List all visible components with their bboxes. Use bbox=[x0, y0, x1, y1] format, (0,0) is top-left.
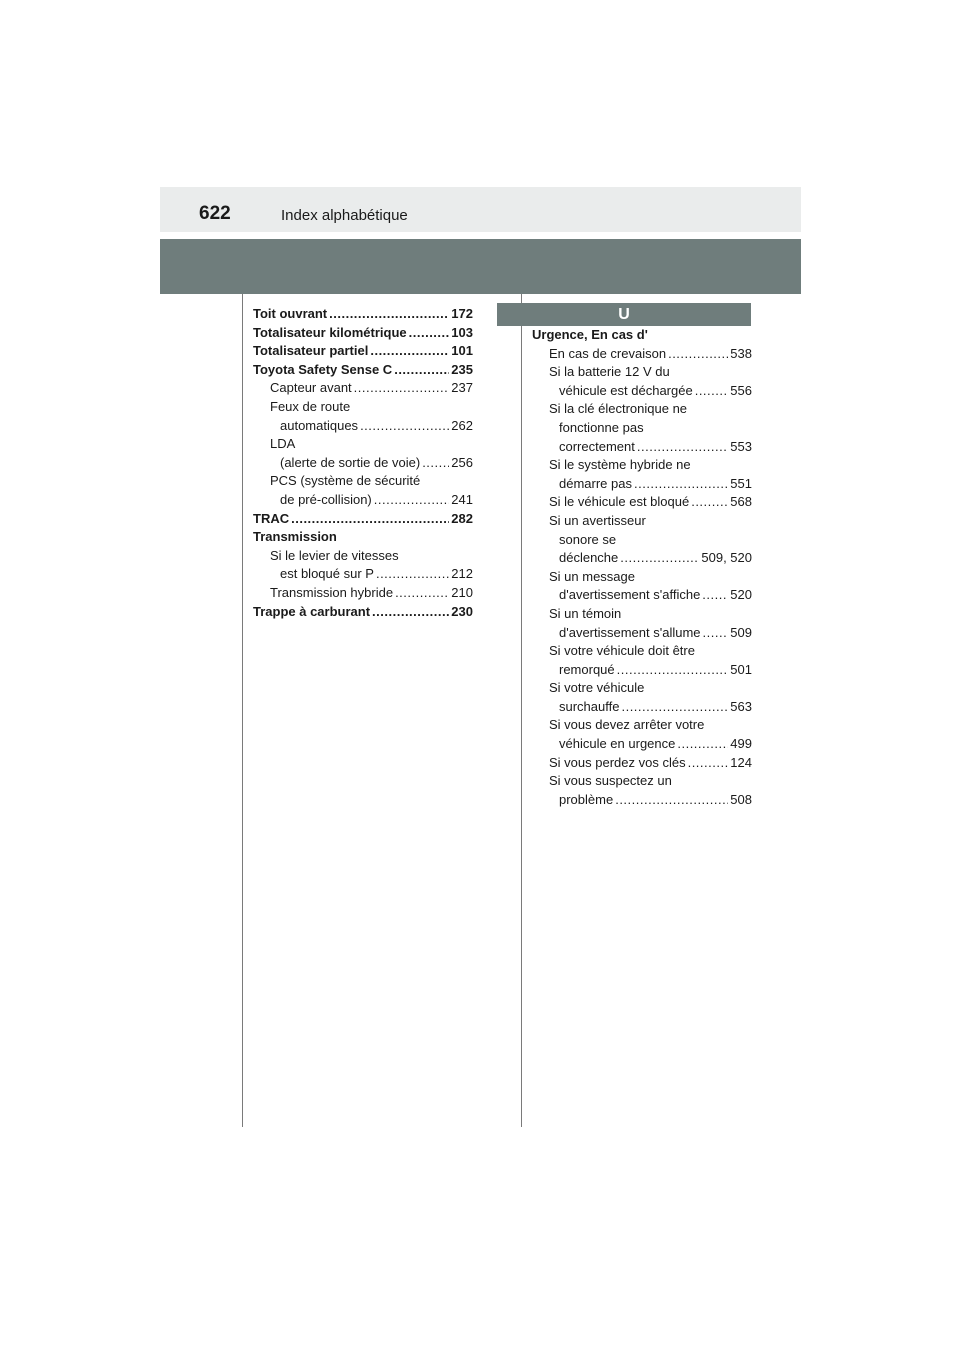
entry-line bbox=[549, 624, 752, 643]
middle-column-rule bbox=[521, 294, 522, 1127]
entry-label: (alerte de sortie de voie) bbox=[280, 454, 421, 470]
index-subentry bbox=[253, 547, 473, 584]
entry-line bbox=[253, 342, 473, 361]
entry-label: Trappe à carburant bbox=[253, 603, 371, 619]
page-reference: 230 bbox=[451, 603, 473, 619]
left-column-rule bbox=[242, 294, 243, 1127]
page-reference: 124 bbox=[730, 754, 752, 770]
index-subentry bbox=[253, 472, 473, 509]
entry-label-line: LDA bbox=[270, 436, 296, 452]
dot-leader bbox=[374, 491, 450, 510]
page-reference: 256 bbox=[451, 454, 473, 470]
entry-line bbox=[549, 586, 752, 605]
dot-leader bbox=[354, 379, 450, 398]
section-letter-header: U bbox=[497, 303, 751, 326]
entry-line bbox=[253, 361, 473, 380]
entry-label-line: Si un message bbox=[549, 568, 635, 584]
entry-label: d'avertissement s'affiche bbox=[559, 587, 701, 603]
page-reference: 101 bbox=[451, 343, 473, 359]
entry-line bbox=[253, 603, 473, 622]
entry-line bbox=[549, 661, 752, 680]
index-subentry bbox=[532, 772, 752, 809]
entry-line bbox=[549, 791, 752, 810]
entry-label: Capteur avant bbox=[270, 380, 352, 396]
entry-label: surchauffe bbox=[559, 698, 620, 714]
index-entry bbox=[253, 305, 473, 324]
page-reference: 563 bbox=[730, 698, 752, 714]
entry-label-line: PCS (système de sécurité bbox=[270, 473, 421, 489]
dot-leader bbox=[409, 324, 450, 343]
page-reference: 172 bbox=[451, 306, 473, 321]
page-reference: 568 bbox=[730, 494, 752, 510]
page-reference: 499 bbox=[730, 736, 752, 752]
index-entry bbox=[253, 361, 473, 380]
entry-label: est bloqué sur P bbox=[280, 566, 374, 582]
index-subentry bbox=[532, 493, 752, 512]
entry-line bbox=[549, 698, 752, 717]
entry-label: déclenche bbox=[559, 550, 619, 566]
dot-leader bbox=[376, 565, 449, 584]
index-entry bbox=[253, 603, 473, 622]
entry-line bbox=[549, 475, 752, 494]
entry-label: Transmission bbox=[253, 529, 337, 545]
index-subentry bbox=[532, 345, 752, 364]
entry-line bbox=[253, 324, 473, 343]
entry-label: problème bbox=[559, 791, 614, 807]
dot-leader bbox=[637, 438, 728, 457]
index-subentry bbox=[532, 568, 752, 605]
page-reference: 241 bbox=[451, 491, 473, 507]
entry-label-line: sonore se bbox=[559, 531, 617, 547]
dot-leader bbox=[360, 417, 449, 436]
page-reference: 509 bbox=[730, 624, 752, 640]
page-reference: 262 bbox=[451, 417, 473, 433]
entry-label-line: fonctionne pas bbox=[559, 419, 644, 435]
entry-line bbox=[549, 754, 752, 773]
dot-leader bbox=[677, 735, 728, 754]
dot-leader bbox=[422, 454, 449, 473]
dot-leader bbox=[372, 603, 449, 622]
entry-line bbox=[549, 735, 752, 754]
header-bar bbox=[160, 187, 801, 232]
entry-label-line: Si votre véhicule doit être bbox=[549, 643, 695, 659]
entry-label-line: Si le système hybride ne bbox=[549, 457, 691, 473]
index-subentry bbox=[253, 584, 473, 603]
entry-label: En cas de crevaison bbox=[549, 345, 667, 361]
page-reference: 508 bbox=[730, 791, 752, 807]
index-subentry bbox=[253, 398, 473, 435]
entry-label: de pré-collision) bbox=[280, 491, 372, 507]
entry-line bbox=[270, 417, 473, 436]
entry-label: d'avertissement s'allume bbox=[559, 624, 701, 640]
index-subentry bbox=[253, 379, 473, 398]
index-subentry bbox=[253, 435, 473, 472]
entry-line bbox=[270, 491, 473, 510]
entry-label: Si vous perdez vos clés bbox=[549, 754, 686, 770]
page-reference: 282 bbox=[451, 510, 473, 526]
page-reference: 551 bbox=[730, 475, 752, 491]
entry-line bbox=[549, 549, 752, 568]
index-entry bbox=[253, 510, 473, 529]
entry-label: Transmission hybride bbox=[270, 584, 394, 600]
dot-leader bbox=[691, 493, 728, 512]
page-reference: 538 bbox=[730, 345, 752, 361]
entry-label-line: Si un témoin bbox=[549, 605, 622, 621]
entry-label-line: Si le levier de vitesses bbox=[270, 547, 399, 563]
dot-leader bbox=[617, 661, 729, 680]
dot-leader bbox=[668, 345, 728, 364]
dot-leader bbox=[291, 510, 449, 529]
index-entry bbox=[253, 342, 473, 361]
entry-label-line: Si la clé électronique ne bbox=[549, 401, 688, 417]
dot-leader bbox=[395, 584, 449, 603]
index-subentry bbox=[532, 400, 752, 456]
dot-leader bbox=[695, 382, 729, 401]
page-reference: 553 bbox=[730, 438, 752, 454]
entry-line bbox=[270, 379, 473, 398]
entry-line bbox=[549, 438, 752, 457]
page-reference: 103 bbox=[451, 324, 473, 340]
index-entry bbox=[532, 326, 752, 345]
dot-leader bbox=[703, 624, 729, 643]
dot-leader bbox=[329, 305, 449, 324]
page-reference: 520 bbox=[730, 587, 752, 603]
entry-label-line: Si vous suspectez un bbox=[549, 773, 672, 789]
index-subentry bbox=[532, 754, 752, 773]
dot-leader bbox=[702, 586, 728, 605]
index-subentry bbox=[532, 716, 752, 753]
entry-label-line: Si votre véhicule bbox=[549, 680, 645, 696]
entry-label: Totalisateur kilométrique bbox=[253, 324, 407, 340]
dot-leader bbox=[634, 475, 728, 494]
entry-label: véhicule en urgence bbox=[559, 736, 676, 752]
page-reference: 509, 520 bbox=[701, 550, 752, 566]
index-subentry bbox=[532, 679, 752, 716]
dot-leader bbox=[620, 549, 699, 568]
page-reference: 212 bbox=[451, 566, 473, 582]
index-entry bbox=[253, 324, 473, 343]
entry-label: Toyota Safety Sense C bbox=[253, 361, 393, 377]
dot-leader bbox=[688, 754, 729, 773]
entry-label: remorqué bbox=[559, 661, 615, 677]
page-reference: 556 bbox=[730, 382, 752, 398]
entry-line bbox=[270, 584, 473, 603]
page-reference: 237 bbox=[451, 380, 473, 396]
entry-label: Toit ouvrant bbox=[253, 306, 328, 321]
entry-label: Si le véhicule est bloqué bbox=[549, 494, 690, 510]
entry-label-line: Si un avertisseur bbox=[549, 512, 646, 528]
dot-leader bbox=[621, 698, 728, 717]
index-subentry bbox=[532, 456, 752, 493]
index-subentry bbox=[532, 605, 752, 642]
entry-label: véhicule est déchargée bbox=[559, 382, 693, 398]
entry-line bbox=[270, 454, 473, 473]
entry-label-line: Si vous devez arrêter votre bbox=[549, 717, 705, 733]
page-title: Index alphabétique bbox=[281, 207, 408, 224]
dot-leader bbox=[370, 342, 449, 361]
dot-leader bbox=[394, 361, 449, 380]
index-subentry bbox=[532, 363, 752, 400]
entry-label-line: Feux de route bbox=[270, 398, 351, 414]
entry-label: automatiques bbox=[280, 417, 359, 433]
entry-label: TRAC bbox=[253, 510, 290, 526]
index-entry bbox=[253, 528, 473, 547]
entry-label: Urgence, En cas d' bbox=[532, 327, 648, 342]
entry-label: démarre pas bbox=[559, 475, 632, 491]
header-band bbox=[160, 239, 801, 294]
index-column-right bbox=[532, 326, 752, 809]
entry-line bbox=[549, 345, 752, 364]
entry-line bbox=[253, 305, 473, 324]
entry-label: Totalisateur partiel bbox=[253, 343, 369, 359]
entry-line bbox=[549, 493, 752, 512]
entry-line bbox=[253, 510, 473, 529]
index-column-left bbox=[253, 305, 473, 621]
entry-line bbox=[270, 565, 473, 584]
page-reference: 501 bbox=[730, 661, 752, 677]
page-reference: 235 bbox=[451, 361, 473, 377]
entry-line bbox=[549, 382, 752, 401]
entry-label: correctement bbox=[559, 438, 635, 454]
entry-label-line: Si la batterie 12 V du bbox=[549, 364, 670, 380]
index-subentry bbox=[532, 642, 752, 679]
dot-leader bbox=[615, 791, 728, 810]
page-reference: 210 bbox=[451, 584, 473, 600]
page-number: 622 bbox=[199, 203, 231, 224]
index-subentry bbox=[532, 512, 752, 568]
